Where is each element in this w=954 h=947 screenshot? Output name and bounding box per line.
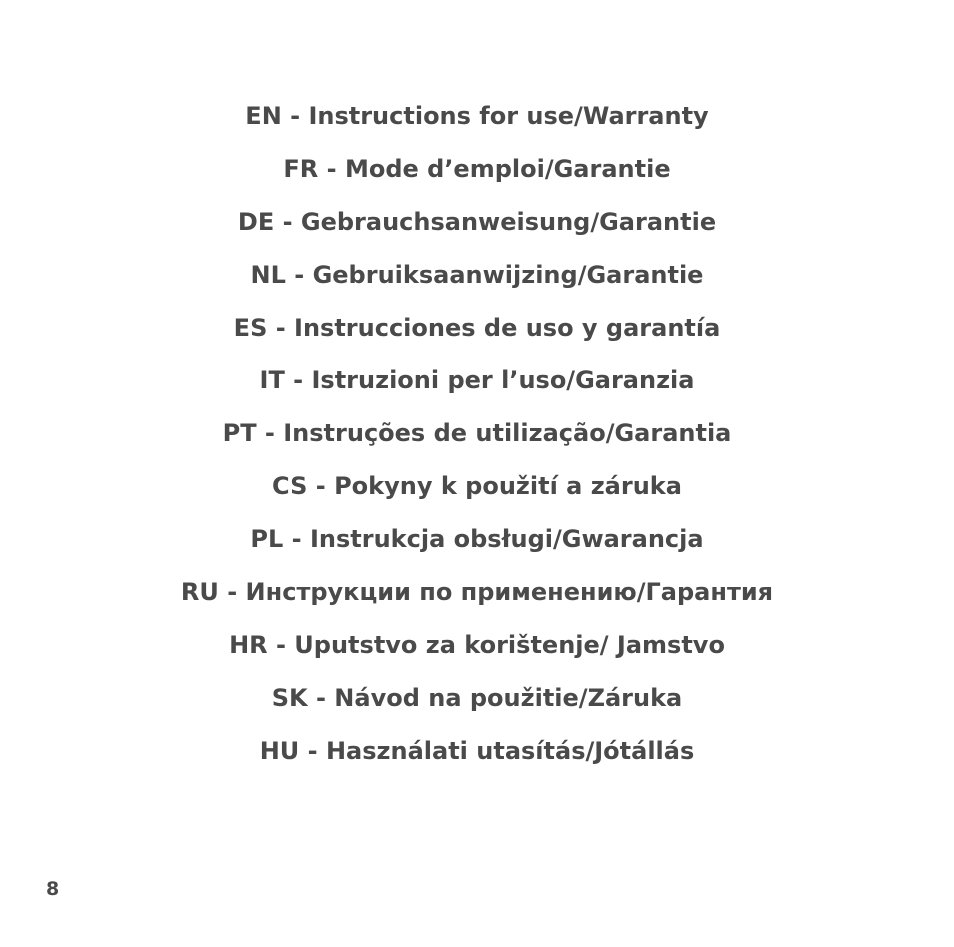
language-item-hr: HR - Uputstvo za korištenje/ Jamstvo (229, 630, 725, 659)
language-item-it: IT - Istruzioni per l’uso/Garanzia (259, 366, 695, 395)
language-item-pt: PT - Instruções de utilização/Garantia (222, 419, 732, 448)
language-item-es: ES - Instrucciones de uso y garantía (233, 313, 721, 342)
language-item-ru: RU - Инструкции по применению/Гарантия (180, 578, 774, 607)
language-index-list (0, 96, 954, 784)
language-item-en: EN - Instructions for use/Warranty (245, 102, 709, 130)
page-number: 8 (46, 878, 60, 900)
language-item-sk: SK - Návod na použitie/Záruka (271, 683, 683, 712)
language-item-nl: NL - Gebruiksaanwijzing/Garantie (250, 260, 704, 289)
language-item-hu: HU - Használati utasítás/Jótállás (259, 736, 695, 765)
language-item-fr: FR - Mode d’emploi/Garantie (283, 154, 671, 183)
language-item-pl: PL - Instrukcja obsługi/Gwarancja (250, 525, 704, 554)
language-item-de: DE - Gebrauchsanweisung/Garantie (237, 207, 717, 236)
language-item-cs: CS - Pokyny k použití a záruka (272, 472, 682, 501)
